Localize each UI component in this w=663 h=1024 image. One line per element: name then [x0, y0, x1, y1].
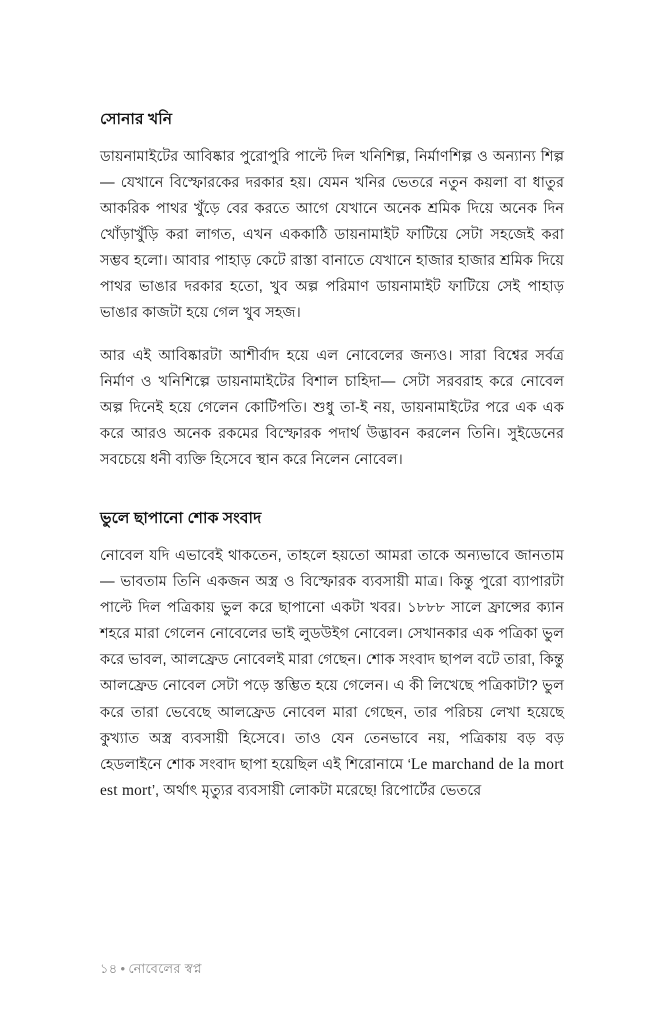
french-headline-quote: Le marchand de la mort est mort: [100, 755, 564, 799]
section-heading-vule-chapano-shok-songbad: ভুলে ছাপানো শোক সংবাদ: [100, 510, 262, 528]
page-footer: [100, 960, 202, 981]
paragraph-3: [100, 543, 564, 804]
footer-page-number: ১৪: [100, 961, 118, 976]
paragraph-1: ডায়নামাইটের আবিষ্কার পুরোপুরি পাল্টে দিল খনিশিল্প, নির্মাণশিল্প ও অন্যান্য শিল্প— যেখানে বিস্ফোরকের দরকার হয়। যেমন খনির ভেতরে নতুন কয়লা বা ধাতুর আকরিক পাথর খুঁড়ে বের করতে আগে যেখানে অনেক শ্রমিক দিয়ে অনেক দিন খোঁড়াখুঁড়ি করা লাগত, এখন এককাঠি ডায়নামাইট ফাটিয়ে সেটা সহজেই করা সম্ভব হলো। আবার পাহাড় কেটে রাস্তা বানাতে যেখানে হাজার হাজার শ্রমিক দিয়ে পাথর ভাঙার দরকার হতো, খুব অল্প পরিমাণ ডায়নামাইট ফাটিয়ে সেই পাহাড় ভাঙার কাজটা হয়ে গেল খুব সহজ।: [100, 148, 564, 322]
paragraph-2: আর এই আবিষ্কারটা আশীর্বাদ হয়ে এল নোবেলের জন্যও। সারা বিশ্বের সর্বত্র নির্মাণ ও খনিশিল্পে ডায়নামাইটের বিশাল চাহিদা— সেটা সরবরাহ করে নোবেল অল্প দিনেই হয়ে গেলেন কোটিপতি। শুধু তা-ই নয়, ডায়নামাইটের পরে এক এক করে আরও অনেক রকমের বিস্ফোরক পদার্থ উদ্ভাবন করলেন তিনি। সুইডেনের সবচেয়ে ধনী ব্যক্তি হিসেবে স্থান করে নিলেন নোবেল।: [100, 347, 564, 468]
paragraph-3-text-after-quote: ’, অর্থাৎ মৃত্যুর ব্যবসায়ী লোকটা মরেছে! রিপোর্টের ভেতরে: [151, 782, 482, 799]
footer-book-title: নোবেলের স্বপ্ন: [128, 961, 202, 976]
footer-separator-dot: •: [120, 961, 126, 976]
section-heading-sonar-khoni: সোনার খনি: [100, 111, 173, 128]
paragraph-3-text-before-quote: নোবেল যদি এভাবেই থাকতেন, তাহলে হয়তো আমরা তাকে অন্যভাবে জানতাম— ভাবতাম তিনি একজন অস্ত্র ও বিস্ফোরক ব্যবসায়ী মাত্র। কিন্তু পুরো ব্যাপারটা পাল্টে দিল পত্রিকায় ভুল করে ছাপানো একটা খবর। ১৮৮৮ সালে ফ্রান্সের ক্যান শহরে মারা গেলেন নোবেলের ভাই লুডউইগ নোবেল। সেখানকার এক পত্রিকা ভুল করে ভাবল, আলফ্রেড নোবেলই মারা গেছেন। শোক সংবাদ ছাপল বটে তারা, কিন্তু আলফ্রেড নোবেল সেটা পড়ে স্তম্ভিত হয়ে গেলেন। এ কী লিখেছে পত্রিকাটা? ভুল করে তারা ভেবেছে আলফ্রেড নোবেল মারা গেছেন, তার পরিচয় লেখা হয়েছে কুখ্যাত অস্ত্র ব্যবসায়ী হিসেবে। তাও যেন তেনভাবে নয়, পত্রিকায় বড় বড় হেডলাইনে শোক সংবাদ ছাপা হয়েছিল এই শিরোনামে ‘: [100, 547, 564, 773]
text-column: [100, 110, 564, 804]
